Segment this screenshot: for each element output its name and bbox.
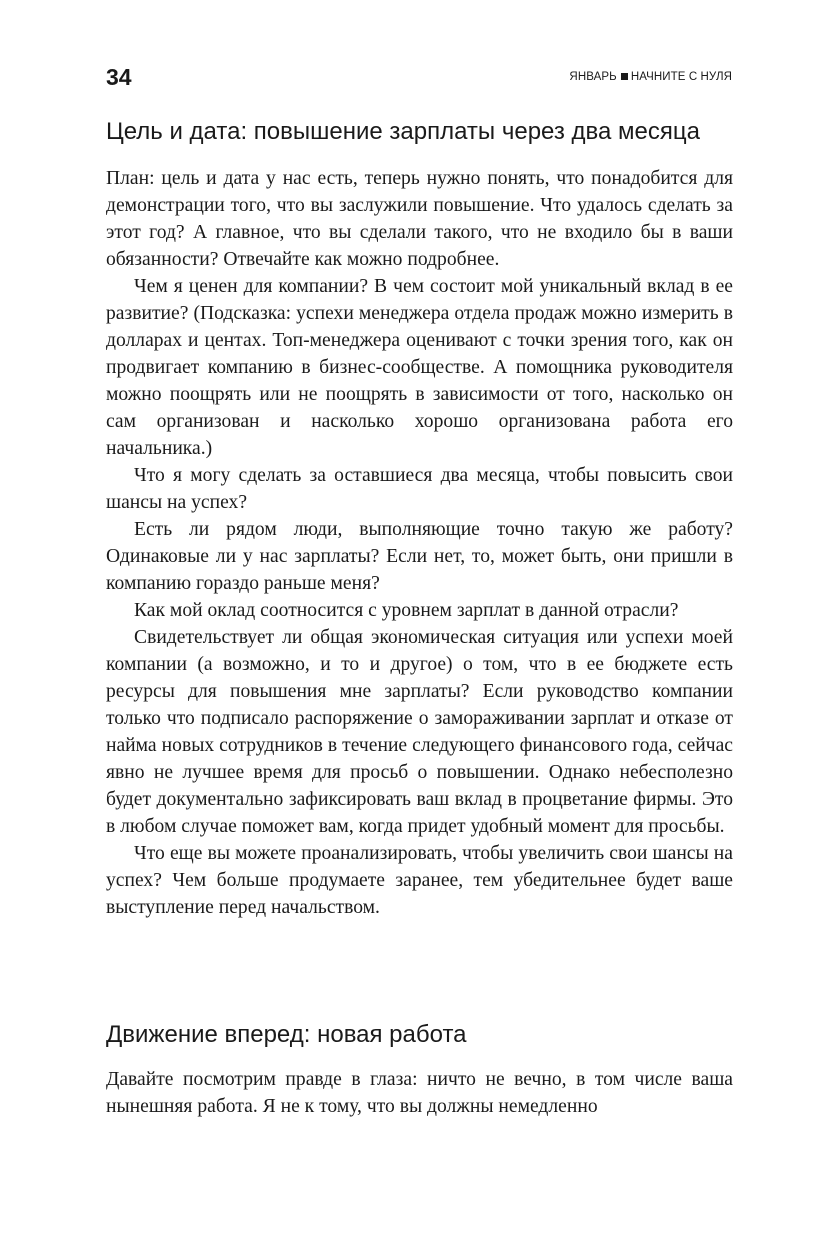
paragraph: Что еще вы можете проанализировать, чтобы увеличить свои шансы на успех? Чем больше продумаете заранее, тем убедительнее будет ваше выступление перед начальством. [106, 843, 733, 918]
square-separator-icon [621, 73, 628, 80]
page-number: 34 [106, 64, 132, 90]
paragraph: Как мой оклад соотносится с уровнем зарплат в данной отрасли? [134, 600, 679, 621]
running-head-title: НАЧНИТЕ С НУЛЯ [630, 71, 732, 83]
section-body-raise [106, 165, 733, 921]
paragraph: План: цель и дата у нас есть, теперь нужно понять, что понадобится для демонстрации того, что вы заслужили повышение. Что удалось сделать за этот год? А главное, что вы сделали такого, что не входило бы в ваши обязанности? Отвечайте как можно подробнее. [106, 168, 733, 270]
paragraph: Давайте посмотрим правде в глаза: ничто не вечно, в том числе ваша нынешняя работа. Я не к тому, что вы должны немедленно [106, 1069, 733, 1117]
paragraph: Чем я ценен для компании? В чем состоит мой уникальный вклад в ее развитие? (Подсказка: успехи менеджера отдела продаж можно измерить в долларах и центах. Топ-менеджера оценивают с точки зрения того, как он продвигает компанию в бизнес-сообществе. А помощника руководителя можно поощрять или не поощрять в зависимости от того, насколько он сам организован и насколько хорошо организована работа его начальника.) [106, 276, 733, 459]
running-head [569, 70, 732, 84]
section-title-new-job: Движение вперед: новая работа [106, 1021, 467, 1048]
paragraph: Есть ли рядом люди, выполняющие точно такую же работу? Одинаковые ли у нас зарплаты? Если нет, то, может быть, они пришли в компанию гораздо раньше меня? [106, 519, 733, 594]
running-head-chapter: ЯНВАРЬ [569, 71, 617, 83]
section-body-new-job [106, 1066, 733, 1120]
paragraph: Что я могу сделать за оставшиеся два месяца, чтобы повысить свои шансы на успех? [106, 465, 733, 513]
paragraph: Свидетельствует ли общая экономическая ситуация или успехи моей компании (а возможно, и то и другое) о том, что в ее бюджете есть ресурсы для повышения мне зарплаты? Если руководство компании только что подписало распоряжение о замораживании зарплат и отказе от найма новых сотрудников в течение следующего финансового года, сейчас явно не лучшее время для просьб о повышении. Однако небесполезно будет документально зафиксировать ваш вклад в процветание фирмы. Это в любом случае поможет вам, когда придет удобный момент для просьбы. [106, 627, 733, 837]
section-title-raise: Цель и дата: повышение зарплаты через два месяца [106, 118, 700, 145]
